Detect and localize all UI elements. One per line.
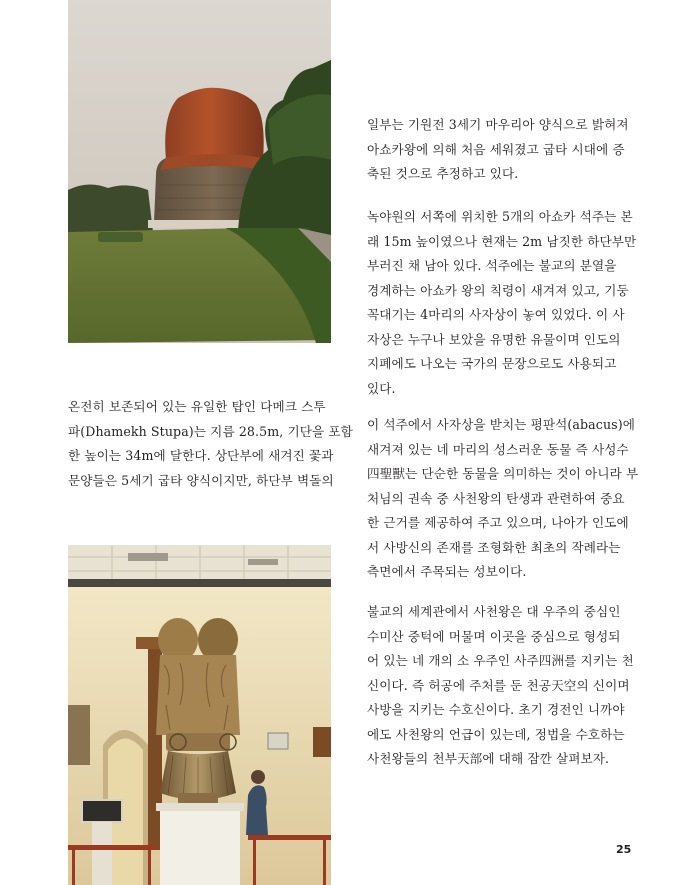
right-paragraph-2: [367, 205, 636, 401]
text-line: 경계하는 아쇼카 왕의 칙령이 새겨져 있고, 기둥: [367, 282, 629, 298]
text-line: 한 근거를 제공하여 주고 있으며, 나아가 인도에: [367, 515, 629, 530]
text-line: 사방을 지키는 수호신이다. 초기 경전인 니까야: [367, 702, 625, 717]
text-line: 한 높이는 34m에 달한다. 상단부에 새겨진 꽃과: [68, 448, 334, 463]
text-line: 四聖獸는 단순한 동물을 의미하는 것이 아니라 부: [367, 466, 639, 481]
text-line: 파(Dhamekh Stupa)는 지름 28.5m, 기단을 포함: [68, 423, 353, 439]
text-line: 있다.: [367, 380, 396, 396]
text-line: 새겨져 있는 네 마리의 성스러운 동물 즉 사성수: [367, 441, 629, 457]
right-paragraph-1: [367, 113, 629, 187]
text-line: 이 석주에서 사자상을 받치는 평판석(abacus)에: [367, 417, 635, 432]
text-line: 일부는 기원전 3세기 마우리아 양식으로 밝혀져: [367, 117, 629, 132]
text-line: 처님의 권속 중 사천왕의 탄생과 관련하여 중요: [367, 490, 625, 506]
text-line: 온전히 보존되어 있는 유일한 탑인 다메크 스투: [68, 399, 326, 414]
right-paragraph-3: [367, 413, 638, 585]
text-line: 불교의 세계관에서 사천왕은 대 우주의 중심인: [367, 604, 621, 619]
text-line: 지폐에도 나오는 국가의 문장으로도 사용되고: [367, 356, 617, 371]
text-line: 사천왕들의 천부天部에 대해 잠깐 살펴보자.: [367, 751, 610, 766]
text-line: 축된 것으로 추정하고 있다.: [367, 166, 519, 181]
text-line: 문양들은 5세기 굽타 양식이지만, 하단부 벽돌의: [68, 472, 334, 488]
text-line: 아쇼카왕에 의해 처음 세워졌고 굽타 시대에 증: [367, 141, 625, 157]
text-line: 에도 사천왕의 언급이 있는데, 정법을 수호하는: [367, 726, 625, 742]
lion-capital-photo: [68, 545, 331, 885]
page-number: 25: [616, 843, 632, 856]
text-line: 꼭대기는 4마리의 사자상이 놓여 있었다. 이 사: [367, 307, 625, 322]
text-line: 녹야원의 서쪽에 위치한 5개의 아쇼카 석주는 본: [367, 209, 633, 224]
text-line: 부러진 채 남아 있다. 석주에는 불교의 분열을: [367, 258, 617, 273]
text-line: 자상은 누구나 보았을 유명한 유물이며 인도의: [367, 331, 621, 347]
text-line: 래 15m 높이였으나 현재는 2m 남짓한 하단부만: [367, 233, 637, 249]
text-line: 신이다. 즉 허공에 주처를 둔 천공天空의 신이며: [367, 677, 630, 693]
left-paragraph-1: [68, 395, 353, 493]
text-line: 수미산 중턱에 머물며 이곳을 중심으로 형성되: [367, 628, 621, 644]
stupa-photo: [68, 0, 331, 343]
text-line: 측면에서 주목되는 성보이다.: [367, 564, 527, 579]
text-line: 어 있는 네 개의 소 우주인 사주四洲를 지키는 천: [367, 653, 634, 668]
text-line: 서 사방신의 존재를 조형화한 최초의 작례라는: [367, 539, 621, 555]
right-paragraph-4: [367, 600, 634, 772]
